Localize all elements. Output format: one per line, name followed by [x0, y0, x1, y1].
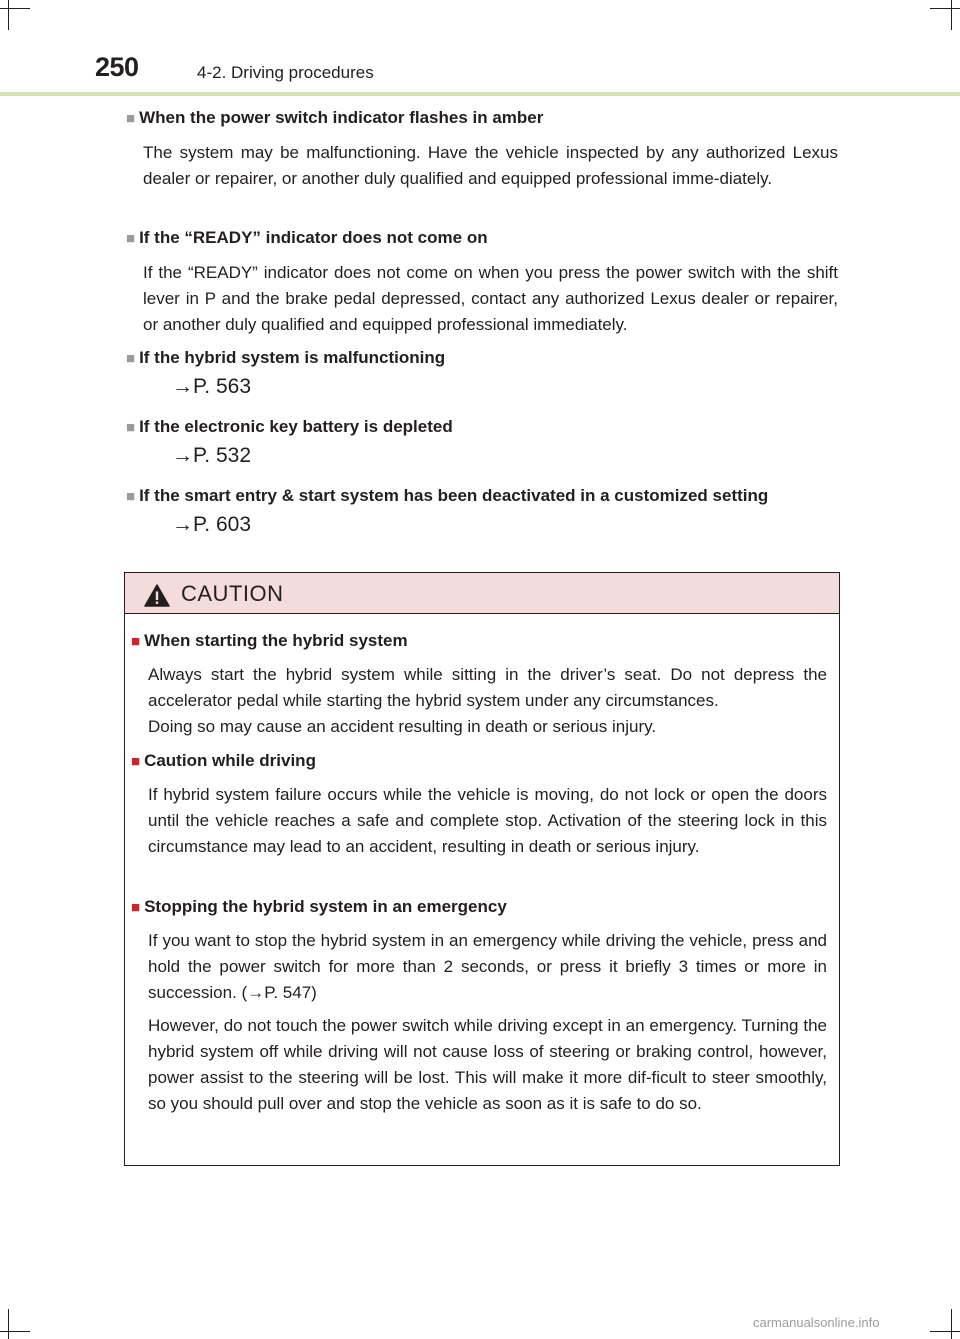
crop-mark: [8, 1309, 9, 1339]
page-number: 250: [95, 52, 139, 82]
caution-heading: ■ When starting the hybrid system: [131, 631, 408, 650]
square-bullet-icon: ■: [126, 488, 136, 505]
crop-mark: [930, 1331, 960, 1332]
page-reference-link[interactable]: →P. 563: [172, 375, 252, 398]
square-bullet-icon: ■: [126, 230, 136, 247]
section-heading: ■ If the smart entry & start system has been deactivated in a customized setting: [126, 486, 769, 505]
section-ready-indicator: [126, 228, 838, 338]
header-rule: [0, 92, 960, 96]
warning-triangle-icon: [144, 584, 170, 607]
caution-heading: ■ Stopping the hybrid system in an emergency: [131, 897, 507, 916]
crop-mark: [930, 8, 960, 9]
square-bullet-icon: ■: [126, 110, 136, 127]
crop-mark: [0, 1331, 30, 1332]
caution-title: CAUTION: [181, 581, 284, 606]
caution-item-driving: [131, 751, 827, 860]
section-heading: ■ When the power switch indicator flashes in amber: [126, 108, 544, 127]
section-smart-entry: [126, 486, 838, 537]
square-bullet-icon: ■: [126, 350, 136, 367]
page-reference-link[interactable]: →P. 532: [172, 444, 252, 467]
section-title: 4-2. Driving procedures: [197, 63, 374, 82]
caution-text: If hybrid system failure occurs while the vehicle is moving, do not lock or open the doors until the vehicle reaches a safe and complete stop. Activation of the steering lock in this circumstance may lead to an accident, resulting in death or serious injury.: [148, 785, 827, 856]
square-bullet-icon: ■: [126, 419, 136, 436]
caution-item-emergency-stop: [131, 897, 827, 1117]
section-heading: ■ If the “READY” indicator does not come on: [126, 228, 488, 247]
section-heading: ■ If the electronic key battery is depleted: [126, 417, 453, 436]
square-bullet-icon: ■: [131, 753, 141, 770]
caution-box: [124, 572, 840, 1166]
section-power-switch-amber: [126, 108, 838, 192]
section-text: If the “READY” indicator does not come on when you press the power switch with the shift lever in P and the brake pedal depressed, contact any authorized Lexus dealer or repairer, or another duly qualified and equipped professional immediately.: [143, 263, 838, 334]
square-bullet-icon: ■: [131, 899, 141, 916]
section-key-battery: [126, 417, 838, 468]
crop-mark: [0, 8, 30, 9]
section-hybrid-malfunction: [126, 348, 838, 399]
caution-text: If you want to stop the hybrid system in an emergency while driving the vehicle, press and hold the power switch for more than 2 seconds, or press it briefly 3 times or more in succession. (→P. 547): [148, 931, 827, 1002]
caution-text: Always start the hybrid system while sitting in the driver’s seat. Do not depress the accelerator pedal while starting the hybrid system under any circumstances.: [148, 665, 827, 710]
caution-item-starting: [131, 631, 827, 740]
section-heading: ■ If the hybrid system is malfunctioning: [126, 348, 446, 367]
crop-mark: [951, 1309, 952, 1339]
caution-heading: ■ Caution while driving: [131, 751, 316, 770]
page-reference-link[interactable]: →P. 603: [172, 513, 252, 536]
caution-header: [125, 573, 839, 614]
crop-mark: [951, 0, 952, 30]
caution-text: However, do not touch the power switch while driving except in an emergency. Turning the hybrid system off while driving will not cause loss of steering or braking control, however, power assist to the steering will be lost. This will make it more dif-ficult to steer smoothly, so you should pull over and stop the vehicle as soon as it is safe to do so.: [148, 1016, 827, 1113]
square-bullet-icon: ■: [131, 633, 141, 650]
section-text: The system may be malfunctioning. Have the vehicle inspected by any authorized Lexus dealer or repairer, or another duly qualified and equipped professional imme-diately.: [143, 143, 838, 188]
caution-text: Doing so may cause an accident resulting in death or serious injury.: [148, 717, 657, 736]
watermark: carmanualsonline.info: [753, 1315, 880, 1330]
crop-mark: [8, 0, 9, 30]
